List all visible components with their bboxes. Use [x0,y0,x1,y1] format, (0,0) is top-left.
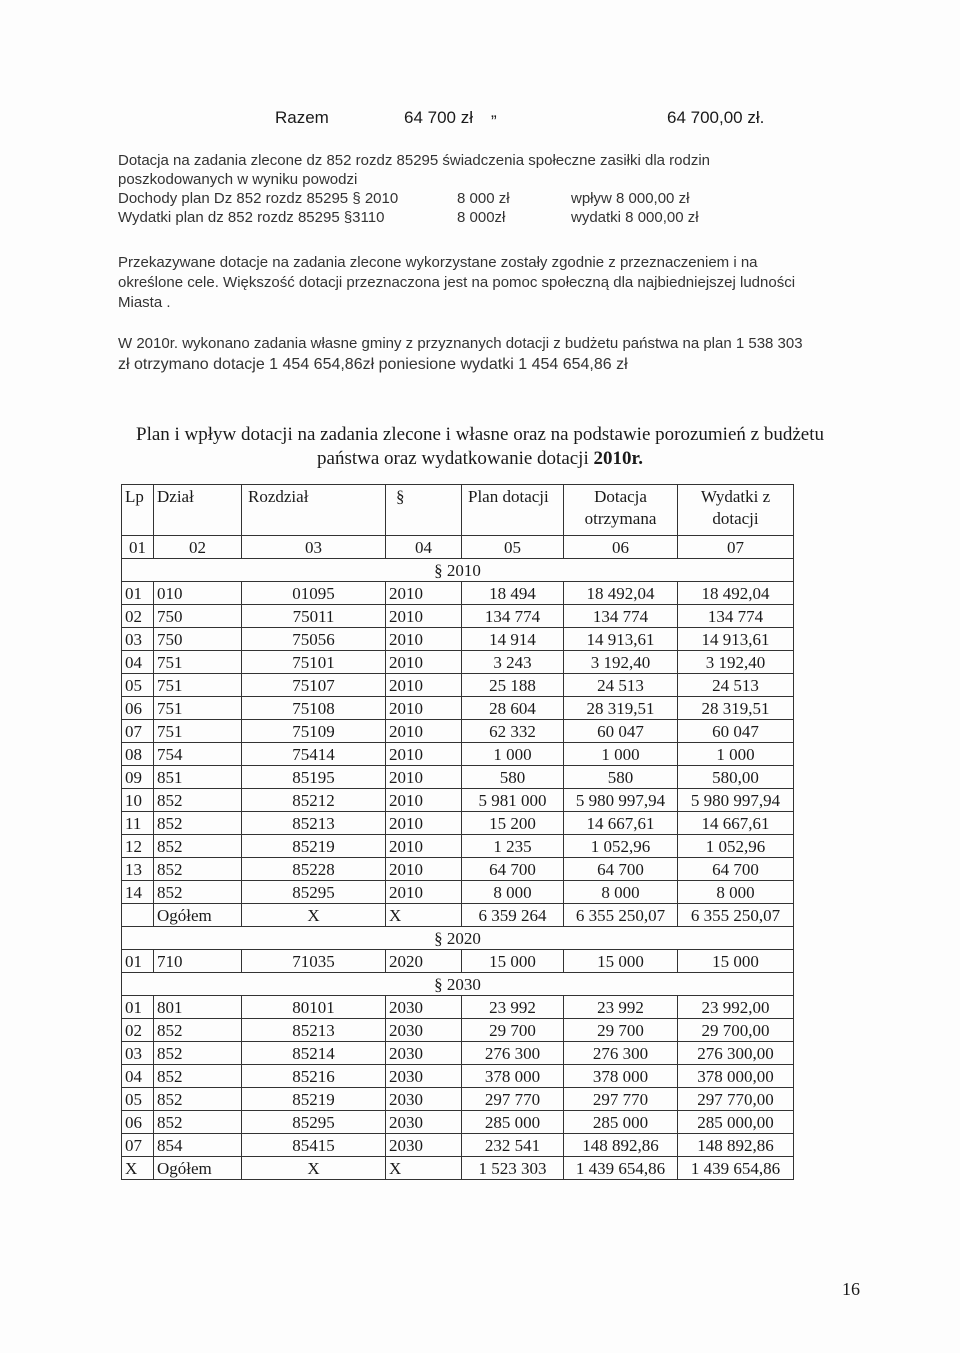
section-2030-row [122,973,794,996]
table-title-line2 [0,447,960,471]
table-row-dzial: 754 [154,743,242,766]
table-row-paragraph: 2010 [386,812,462,835]
paragraph1-line2: określone cele. Większość dotacji przeznaczona jest na pomoc społeczną dla najbiedniejszej ludności [118,274,796,291]
table-row-wydatki: 297 770,00 [678,1088,794,1111]
table-row-paragraph: 2030 [386,996,462,1019]
total-2010-row-rozdzial: X [242,904,386,927]
table-row-paragraph: 2030 [386,1088,462,1111]
table-row-paragraph: 2010 [386,789,462,812]
table-row-dzial: 852 [154,812,242,835]
paragraph1-line3: Miasta . [118,294,171,311]
table-row-rozdzial: 85295 [242,1111,386,1134]
table-row-plan: 29 700 [462,1019,564,1042]
table-row-wydatki: 23 992,00 [678,996,794,1019]
table-row-paragraph: 2010 [386,674,462,697]
table-row-wydatki: 148 892,86 [678,1134,794,1157]
table-row-dotacja: 1 052,96 [564,835,678,858]
table-row-dotacja: 14 667,61 [564,812,678,835]
table-row [122,628,794,651]
table-row-dzial: 750 [154,605,242,628]
table-row-plan: 14 914 [462,628,564,651]
table-row-paragraph: 2010 [386,605,462,628]
section-2020-row [122,927,794,950]
header-dzial: Dział [154,485,242,536]
table-row-dotacja: 285 000 [564,1111,678,1134]
expense-plan: 8 000zł [457,209,506,226]
table-row [122,789,794,812]
table-row-wydatki: 580,00 [678,766,794,789]
table-body [122,485,794,1180]
total-2010-row [122,904,794,927]
table-row-dotacja: 18 492,04 [564,582,678,605]
table-row-dotacja: 148 892,86 [564,1134,678,1157]
table-row-lp: 08 [122,743,154,766]
column-number-row-plan: 05 [462,536,564,559]
total-2010-row-plan: 6 359 264 [462,904,564,927]
table-row-plan: 580 [462,766,564,789]
table-row-rozdzial: 01095 [242,582,386,605]
summary-executed: 64 700,00 zł. [667,108,765,127]
table-row-paragraph: 2010 [386,628,462,651]
table-row-lp: 14 [122,881,154,904]
grand-total-row-paragraph: X [386,1157,462,1180]
table-row-rozdzial: 85228 [242,858,386,881]
table-row-dzial: 751 [154,651,242,674]
table-row-plan: 297 770 [462,1088,564,1111]
table-row-plan: 1 000 [462,743,564,766]
column-number-row-dotacja: 06 [564,536,678,559]
table-row-dotacja: 3 192,40 [564,651,678,674]
table-row-rozdzial: 80101 [242,996,386,1019]
table-row-plan: 285 000 [462,1111,564,1134]
table-row-lp: 03 [122,628,154,651]
table-row [122,1111,794,1134]
table-row-paragraph: 2010 [386,766,462,789]
table-row-dzial: 852 [154,1042,242,1065]
table-row-dotacja: 24 513 [564,674,678,697]
table-row [122,881,794,904]
table-row-paragraph: 2030 [386,1134,462,1157]
table-row-rozdzial: 85415 [242,1134,386,1157]
table-row-rozdzial: 75011 [242,605,386,628]
table-row-wydatki: 14 667,61 [678,812,794,835]
table-header-row [122,485,794,536]
header-dotacja: Dotacja otrzymana [564,485,678,536]
table-row-plan: 23 992 [462,996,564,1019]
table-row-plan: 276 300 [462,1042,564,1065]
section-2030-row-label: § 2030 [122,973,794,996]
table-row-rozdzial: 85219 [242,835,386,858]
table-row-paragraph: 2010 [386,582,462,605]
table-row-dotacja: 297 770 [564,1088,678,1111]
table-row-lp: 05 [122,1088,154,1111]
table-row-wydatki: 134 774 [678,605,794,628]
header-plan: Plan dotacji [462,485,564,536]
table-row-plan: 8 000 [462,881,564,904]
column-number-row-dzial: 02 [154,536,242,559]
table-row-dotacja: 8 000 [564,881,678,904]
table-row-paragraph: 2010 [386,743,462,766]
table-row-dzial: 710 [154,950,242,973]
grand-total-row [122,1157,794,1180]
total-2010-row-lp [122,904,154,927]
table-row-plan: 64 700 [462,858,564,881]
section-2010-row [122,559,794,582]
table-row-rozdzial: 75101 [242,651,386,674]
table-row-lp: 11 [122,812,154,835]
table-row [122,674,794,697]
table-row-dzial: 010 [154,582,242,605]
table-row-lp: 09 [122,766,154,789]
table-row-lp: 01 [122,996,154,1019]
table-row-wydatki: 14 913,61 [678,628,794,651]
table-row-plan: 3 243 [462,651,564,674]
table-row-dotacja: 64 700 [564,858,678,881]
table-row-plan: 28 604 [462,697,564,720]
table-row [122,720,794,743]
table-row [122,766,794,789]
section-2010-row-label: § 2010 [122,559,794,582]
table-row-wydatki: 1 052,96 [678,835,794,858]
table-row-dotacja: 28 319,51 [564,697,678,720]
table-row-wydatki: 378 000,00 [678,1065,794,1088]
table-row-lp: 06 [122,1111,154,1134]
income-label: Dochody plan Dz 852 rozdz 85295 § 2010 [118,190,399,207]
table-title-year: 2010r. [593,447,643,469]
paragraph2-line1: W 2010r. wykonano zadania własne gminy z przyznanych dotacji z budżetu państwa na plan 1 538 303 [118,335,803,352]
table-row-dzial: 751 [154,697,242,720]
paragraph2-line2: zł otrzymano dotacje 1 454 654,86zł poniesione wydatki 1 454 654,86 zł [118,356,628,373]
column-number-row-paragraph: 04 [386,536,462,559]
zlecone-line1: Dotacja na zadania zlecone dz 852 rozdz 85295 świadczenia społeczne zasiłki dla rodzin [118,152,711,169]
column-number-row-rozdzial: 03 [242,536,386,559]
table-row [122,858,794,881]
expense-spent: wydatki 8 000,00 zł [571,209,699,226]
table-row-dotacja: 5 980 997,94 [564,789,678,812]
table-row-plan: 378 000 [462,1065,564,1088]
table-row-wydatki: 8 000 [678,881,794,904]
header-wydatki: Wydatki z dotacji [678,485,794,536]
table-row-wydatki: 15 000 [678,950,794,973]
table-row-plan: 18 494 [462,582,564,605]
table-row-lp: 04 [122,651,154,674]
table-row-rozdzial: 75108 [242,697,386,720]
table-row-plan: 134 774 [462,605,564,628]
table-row-paragraph: 2030 [386,1042,462,1065]
total-2010-row-dotacja: 6 355 250,07 [564,904,678,927]
grand-total-row-dzial: Ogółem [154,1157,242,1180]
table-row [122,697,794,720]
table-row-dotacja: 580 [564,766,678,789]
table-row-rozdzial: 85195 [242,766,386,789]
table-row-dzial: 852 [154,881,242,904]
column-number-row-wydatki: 07 [678,536,794,559]
table-row-lp: 03 [122,1042,154,1065]
table-row-dotacja: 29 700 [564,1019,678,1042]
section-2020-row-label: § 2020 [122,927,794,950]
table-row-dzial: 854 [154,1134,242,1157]
table-row-plan: 5 981 000 [462,789,564,812]
table-row-dotacja: 60 047 [564,720,678,743]
table-row-wydatki: 29 700,00 [678,1019,794,1042]
table-row-rozdzial: 75414 [242,743,386,766]
table-row-dzial: 852 [154,1065,242,1088]
table-row-dotacja: 276 300 [564,1042,678,1065]
page-number: 16 [842,1279,860,1299]
table-row-paragraph: 2030 [386,1111,462,1134]
table-row-wydatki: 276 300,00 [678,1042,794,1065]
table-title [0,423,960,471]
total-2010-row-dzial: Ogółem [154,904,242,927]
table-row-wydatki: 28 319,51 [678,697,794,720]
table-row-dzial: 751 [154,674,242,697]
column-number-row [122,536,794,559]
table-row-dzial: 851 [154,766,242,789]
table-row-lp: 05 [122,674,154,697]
table-row-lp: 02 [122,1019,154,1042]
table-row-dzial: 852 [154,789,242,812]
table-row-rozdzial: 75056 [242,628,386,651]
column-number-row-lp: 01 [122,536,154,559]
table-row-paragraph: 2030 [386,1019,462,1042]
table-row [122,835,794,858]
table-row [122,651,794,674]
table-row-paragraph: 2010 [386,697,462,720]
table-row-lp: 04 [122,1065,154,1088]
table-row-lp: 01 [122,582,154,605]
total-2010-row-wydatki: 6 355 250,07 [678,904,794,927]
table-row-dotacja: 378 000 [564,1065,678,1088]
grand-total-row-lp: X [122,1157,154,1180]
table-row-plan: 15 200 [462,812,564,835]
table-row-lp: 10 [122,789,154,812]
table-row-dotacja: 1 000 [564,743,678,766]
income-plan: 8 000 zł [457,190,510,207]
table-row-wydatki: 24 513 [678,674,794,697]
table-row-paragraph: 2010 [386,651,462,674]
dotacje-table [121,484,794,1180]
table-row-rozdzial: 85213 [242,1019,386,1042]
table-row-rozdzial: 85212 [242,789,386,812]
table-row [122,605,794,628]
table-row-wydatki: 60 047 [678,720,794,743]
table-row-rozdzial: 75109 [242,720,386,743]
table-row-lp: 06 [122,697,154,720]
table-row [122,1042,794,1065]
table-row-dzial: 852 [154,1111,242,1134]
table-row [122,743,794,766]
table-row [122,1019,794,1042]
table-row-dotacja: 134 774 [564,605,678,628]
header-rozdzial: Rozdział [242,485,386,536]
summary-plan: 64 700 zł [404,108,473,127]
table-row-rozdzial: 71035 [242,950,386,973]
table-row-paragraph: 2030 [386,1065,462,1088]
table-row-lp: 13 [122,858,154,881]
table-row-paragraph: 2010 [386,835,462,858]
income-received: wpływ 8 000,00 zł [571,190,690,207]
table-row [122,582,794,605]
table-row-lp: 07 [122,720,154,743]
table-row [122,812,794,835]
table-row-rozdzial: 85214 [242,1042,386,1065]
table-row-dzial: 852 [154,835,242,858]
table-row-wydatki: 1 000 [678,743,794,766]
table-row-paragraph: 2010 [386,720,462,743]
summary-label: Razem [275,108,329,127]
header-lp: Lp [122,485,154,536]
table-row-rozdzial: 85216 [242,1065,386,1088]
table-row-wydatki: 285 000,00 [678,1111,794,1134]
table-title-line2-text: państwa oraz wydatkowanie dotacji [317,447,589,469]
table-row [122,1134,794,1157]
table-row-paragraph: 2010 [386,881,462,904]
table-row-plan: 62 332 [462,720,564,743]
grand-total-row-rozdzial: X [242,1157,386,1180]
table-row-lp: 01 [122,950,154,973]
table-row-dzial: 751 [154,720,242,743]
table-row-dzial: 852 [154,1019,242,1042]
header-paragraph: § [386,485,462,536]
table-row-dzial: 852 [154,1088,242,1111]
table-row-paragraph: 2020 [386,950,462,973]
table-row [122,950,794,973]
table-row-wydatki: 64 700 [678,858,794,881]
paragraph1-line1: Przekazywane dotacje na zadania zlecone wykorzystane zostały zgodnie z przeznaczeniem i na [118,254,758,271]
table-row-plan: 25 188 [462,674,564,697]
table-row-rozdzial: 75107 [242,674,386,697]
table-row-dotacja: 15 000 [564,950,678,973]
table-row [122,1088,794,1111]
table-row-dzial: 852 [154,858,242,881]
grand-total-row-plan: 1 523 303 [462,1157,564,1180]
table-row-plan: 232 541 [462,1134,564,1157]
table-row-dzial: 750 [154,628,242,651]
table-row-rozdzial: 85219 [242,1088,386,1111]
table-row-lp: 07 [122,1134,154,1157]
table-row-lp: 02 [122,605,154,628]
table-row-lp: 12 [122,835,154,858]
total-2010-row-paragraph: X [386,904,462,927]
table-row [122,1065,794,1088]
zlecone-line2: poszkodowanych w wyniku powodzi [118,171,358,188]
expense-label: Wydatki plan dz 852 rozdz 85295 §3110 [118,209,385,226]
grand-total-row-dotacja: 1 439 654,86 [564,1157,678,1180]
table-row-rozdzial: 85295 [242,881,386,904]
table-row-wydatki: 3 192,40 [678,651,794,674]
table-row-paragraph: 2010 [386,858,462,881]
table-row-plan: 15 000 [462,950,564,973]
grand-total-row-wydatki: 1 439 654,86 [678,1157,794,1180]
table-row-dotacja: 14 913,61 [564,628,678,651]
table-row [122,996,794,1019]
table-row-wydatki: 5 980 997,94 [678,789,794,812]
table-row-dzial: 801 [154,996,242,1019]
table-row-rozdzial: 85213 [242,812,386,835]
table-row-dotacja: 23 992 [564,996,678,1019]
summary-quote: „ [491,102,497,121]
table-row-wydatki: 18 492,04 [678,582,794,605]
table-title-line1: Plan i wpływ dotacji na zadania zlecone i własne oraz na podstawie porozumień z budżetu [136,424,824,445]
table-row-plan: 1 235 [462,835,564,858]
